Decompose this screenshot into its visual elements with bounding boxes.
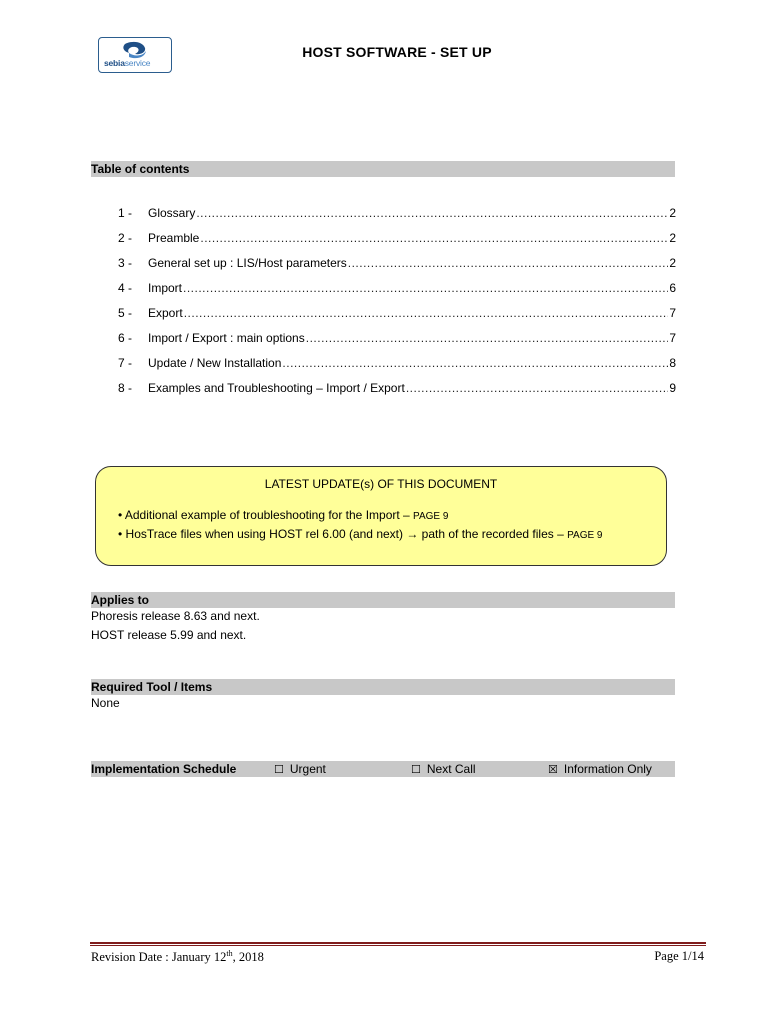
- checkbox-checked-icon[interactable]: ☒: [548, 764, 558, 776]
- applies-to-heading: Applies to: [91, 592, 675, 608]
- toc-entry[interactable]: [118, 205, 676, 230]
- toc-entry-page: 7: [669, 331, 676, 345]
- toc-entry-number: 8 -: [118, 381, 133, 395]
- toc-entry-number: 5 -: [118, 306, 133, 320]
- toc-heading: Table of contents: [91, 161, 675, 177]
- applies-to-line: HOST release 5.99 and next.: [91, 628, 247, 642]
- schedule-option-label: Information Only: [563, 762, 652, 776]
- update-item-page: PAGE 9: [413, 511, 449, 522]
- checkbox-empty-icon[interactable]: ☐: [274, 764, 284, 776]
- applies-to-line: Phoresis release 8.63 and next.: [91, 609, 260, 623]
- toc-entry[interactable]: [118, 230, 676, 255]
- required-tools-heading: Required Tool / Items: [91, 679, 675, 695]
- toc-entry-page: 8: [669, 356, 676, 370]
- toc-entry-title: Examples and Troubleshooting – Import / Export: [148, 381, 405, 395]
- update-item-text: • HosTrace files when using HOST rel 6.00 (and next) → path of the recorded files –: [118, 527, 568, 541]
- toc-entry-number: 4 -: [118, 281, 133, 295]
- implementation-schedule-heading: Implementation Schedule: [91, 761, 675, 777]
- logo-text-light: service: [124, 58, 151, 68]
- toc-entry-title: Import / Export : main options: [148, 331, 305, 345]
- toc-entry[interactable]: [118, 305, 676, 330]
- toc-dot-leader: [282, 355, 668, 371]
- schedule-option-next-call[interactable]: [411, 761, 476, 778]
- toc-entry-title: Import: [148, 281, 183, 295]
- latest-updates-box: [95, 466, 667, 566]
- toc-entry-number: 7 -: [118, 356, 133, 370]
- toc-entry[interactable]: [118, 255, 676, 280]
- toc-entry[interactable]: [118, 280, 676, 305]
- latest-updates-title: LATEST UPDATE(s) OF THIS DOCUMENT: [264, 477, 498, 491]
- toc-entry[interactable]: [118, 380, 676, 405]
- revision-date-prefix: Revision Date : January 12: [91, 950, 227, 965]
- toc-dot-leader: [183, 280, 668, 296]
- toc-entry-title: Glossary: [148, 206, 196, 220]
- schedule-option-label: Next Call: [426, 762, 476, 776]
- toc-dot-leader: [348, 255, 669, 271]
- update-item: [118, 508, 602, 527]
- revision-date-sup: th: [226, 949, 233, 958]
- toc-entry-number: 6 -: [118, 331, 133, 345]
- toc-dot-leader: [200, 230, 668, 246]
- revision-date-suffix: , 2018: [232, 950, 264, 965]
- toc-entry-title: General set up : LIS/Host parameters: [148, 256, 347, 270]
- toc-dot-leader: [196, 205, 668, 221]
- toc-entry-page: 7: [669, 306, 676, 320]
- toc-entry-title: Export: [148, 306, 183, 320]
- toc-entry-number: 1 -: [118, 206, 133, 220]
- toc-entry-page: 6: [669, 281, 676, 295]
- toc-entry-number: 2 -: [118, 231, 133, 245]
- checkbox-empty-icon[interactable]: ☐: [411, 764, 421, 776]
- schedule-option-urgent[interactable]: [274, 761, 326, 778]
- document-title: HOST SOFTWARE - SET UP: [302, 44, 492, 60]
- latest-updates-list: [118, 508, 602, 546]
- footer-rule: [90, 942, 706, 944]
- schedule-option-information-only[interactable]: [548, 761, 652, 778]
- update-item-page: PAGE 9: [567, 530, 603, 541]
- required-tools-value: None: [91, 696, 120, 710]
- toc-dot-leader: [306, 330, 669, 346]
- toc-entry-page: 2: [669, 231, 676, 245]
- table-of-contents: [118, 205, 676, 405]
- update-item: [118, 527, 602, 546]
- page-number: Page 1/14: [654, 949, 704, 963]
- update-item-text: • Additional example of troubleshooting for the Import –: [118, 508, 414, 522]
- schedule-option-label: Urgent: [289, 762, 326, 776]
- footer-rule-thin: [90, 945, 706, 946]
- toc-entry[interactable]: [118, 355, 676, 380]
- toc-entry-number: 3 -: [118, 256, 133, 270]
- toc-entry-title: Update / New Installation: [148, 356, 282, 370]
- toc-dot-leader: [184, 305, 669, 321]
- revision-date: [91, 949, 264, 965]
- toc-entry-page: 2: [669, 206, 676, 220]
- toc-entry[interactable]: [118, 330, 676, 355]
- toc-entry-title: Preamble: [148, 231, 200, 245]
- toc-entry-page: 2: [669, 256, 676, 270]
- toc-entry-page: 9: [669, 381, 676, 395]
- logo-text-bold: sebia: [104, 58, 125, 68]
- toc-dot-leader: [406, 380, 669, 396]
